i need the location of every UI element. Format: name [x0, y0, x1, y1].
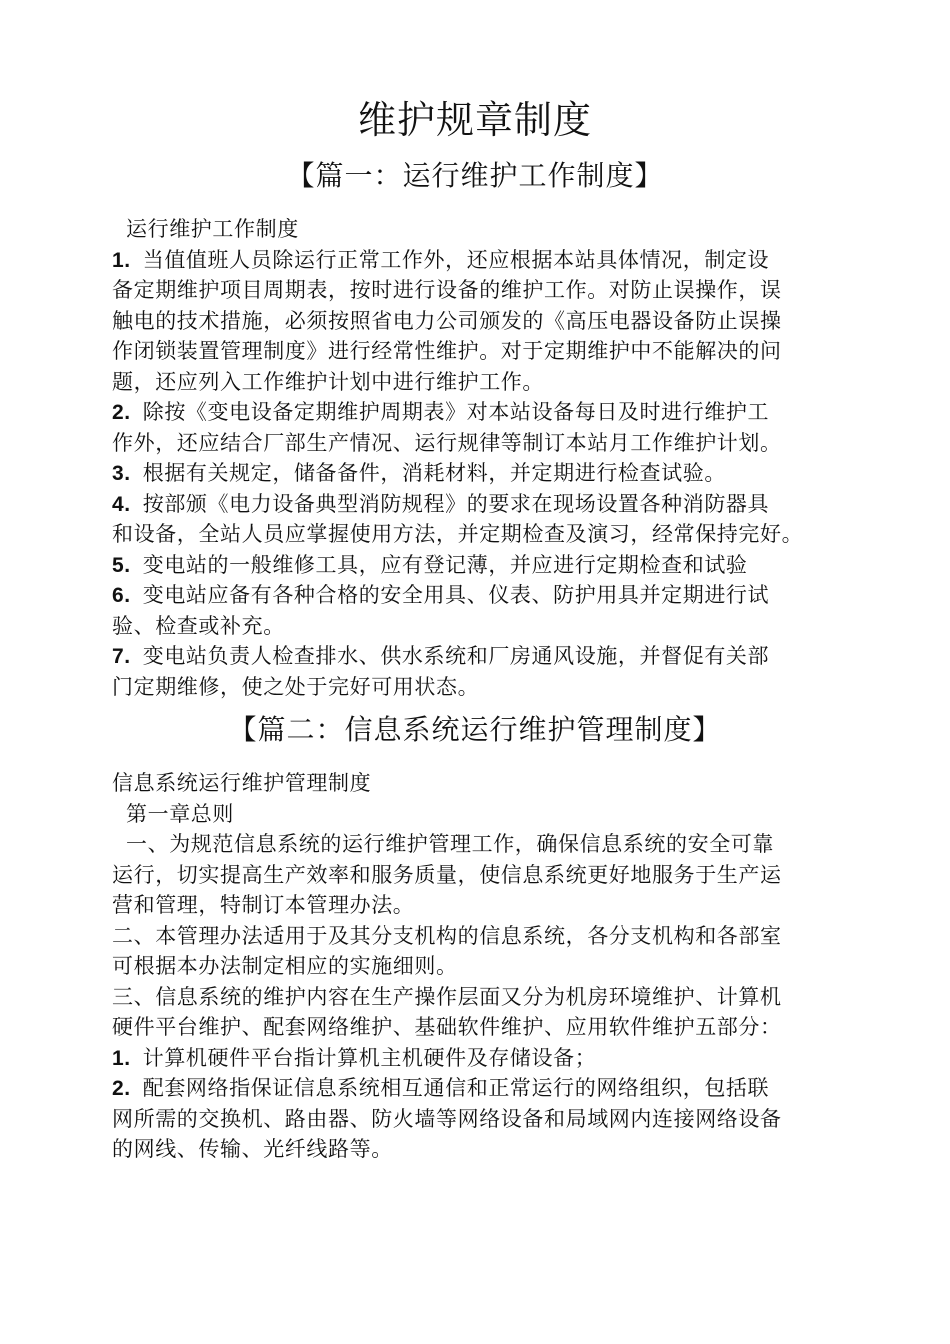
- text-line: [112, 860, 872, 891]
- line-text: 营和管理，特制订本管理办法。: [112, 893, 415, 917]
- line-text: 的网线、传输、光纤线路等。: [112, 1137, 393, 1161]
- text-line: [112, 245, 872, 276]
- text-line: [112, 672, 872, 703]
- line-text: 备定期维护项目周期表，按时进行设备的维护工作。对防止误操作，误: [112, 278, 782, 302]
- text-line: [112, 799, 872, 830]
- text-line: [112, 306, 872, 337]
- item-number: 5.: [112, 553, 131, 577]
- text-line: [112, 829, 872, 860]
- line-text: 除按《变电设备定期维护周期表》对本站设备每日及时进行维护工: [142, 400, 770, 424]
- text-line: [112, 982, 872, 1013]
- text-line: [112, 641, 872, 672]
- line-text: 网所需的交换机、路由器、防火墙等网络设备和局域网内连接网络设备: [112, 1106, 782, 1131]
- line-text: 硬件平台维护、配套网络维护、基础软件维护、应用软件维护五部分：: [112, 1015, 782, 1039]
- text-line: [112, 1043, 872, 1074]
- document-title: 维护规章制度: [357, 98, 592, 142]
- text-line: [112, 458, 872, 489]
- text-line: [112, 428, 872, 459]
- text-line: [112, 1073, 872, 1104]
- line-text: 配套网络指保证信息系统相互通信和正常运行的网络组织，包括联: [142, 1076, 770, 1100]
- line-text: 和设备，全站人员应掌握使用方法，并定期检查及演习，经常保持完好。: [112, 522, 804, 546]
- item-number: 7.: [112, 645, 131, 668]
- text-line: [112, 890, 872, 921]
- text-line: [112, 611, 872, 642]
- text-line: [112, 489, 872, 520]
- line-text: 作外，还应结合厂部生产情况、运行规律等制订本站月工作维护计划。: [112, 430, 782, 455]
- text-line: [112, 336, 872, 367]
- text-line: [112, 951, 872, 982]
- item-number: 6.: [112, 584, 131, 607]
- section-2-body: [112, 768, 872, 1165]
- text-line: [112, 1104, 872, 1135]
- section-1-body: [112, 214, 872, 702]
- section-2-heading: 【篇二：信息系统运行维护管理制度】: [228, 713, 722, 746]
- text-line: [112, 550, 872, 581]
- line-text: 门定期维修，使之处于完好可用状态。: [112, 674, 480, 699]
- text-line: [112, 397, 872, 428]
- text-line: [112, 519, 872, 550]
- line-text: 作闭锁装置管理制度》进行经常性维护。对于定期维护中不能解决的问: [112, 339, 782, 363]
- text-line: [112, 768, 872, 799]
- line-text: 可根据本办法制定相应的实施细则。: [112, 954, 458, 978]
- line-text: 一、为规范信息系统的运行维护管理工作，确保信息系统的安全可靠: [126, 832, 774, 856]
- text-line: [112, 1012, 872, 1043]
- line-text: 二、本管理办法适用于及其分支机构的信息系统，各分支机构和各部室: [112, 923, 782, 948]
- item-number: 1.: [112, 248, 131, 272]
- line-text: 变电站应备有各种合格的安全用具、仪表、防护用具并定期进行试: [142, 583, 770, 607]
- text-line: [112, 275, 872, 306]
- line-text: 运行维护工作制度: [126, 217, 299, 241]
- text-line: [112, 1134, 872, 1165]
- text-line: [112, 367, 872, 398]
- line-text: 当值值班人员除运行正常工作外，还应根据本站具体情况，制定设: [142, 247, 770, 272]
- text-line: [112, 214, 872, 245]
- section-1-heading: 【篇一：运行维护工作制度】: [286, 159, 664, 192]
- line-text: 根据有关规定，储备备件，消耗材料，并定期进行检查试验。: [142, 461, 726, 485]
- text-line: [112, 921, 872, 952]
- line-text: 三、信息系统的维护内容在生产操作层面又分为机房环境维护、计算机: [112, 984, 782, 1009]
- item-number: 4.: [112, 492, 131, 516]
- item-number: 1.: [112, 1046, 131, 1070]
- line-text: 触电的技术措施，必须按照省电力公司颁发的《高压电器设备防止误操: [112, 308, 782, 333]
- line-text: 变电站负责人检查排水、供水系统和厂房通风设施，并督促有关部: [142, 644, 770, 668]
- item-number: 2.: [112, 1077, 131, 1100]
- line-text: 题，还应列入工作维护计划中进行维护工作。: [112, 369, 544, 394]
- line-text: 变电站的一般维修工具，应有登记薄，并应进行定期检查和试验: [142, 552, 748, 577]
- text-line: [112, 580, 872, 611]
- line-text: 按部颁《电力设备典型消防规程》的要求在现场设置各种消防器具: [142, 491, 770, 516]
- line-text: 第一章总则: [126, 801, 234, 826]
- item-number: 2.: [112, 401, 131, 424]
- line-text: 验、检查或补充。: [112, 613, 285, 638]
- line-text: 运行，切实提高生产效率和服务质量，使信息系统更好地服务于生产运: [112, 862, 782, 887]
- line-text: 信息系统运行维护管理制度: [112, 771, 372, 795]
- line-text: 计算机硬件平台指计算机主机硬件及存储设备；: [142, 1045, 597, 1070]
- item-number: 3.: [112, 462, 131, 485]
